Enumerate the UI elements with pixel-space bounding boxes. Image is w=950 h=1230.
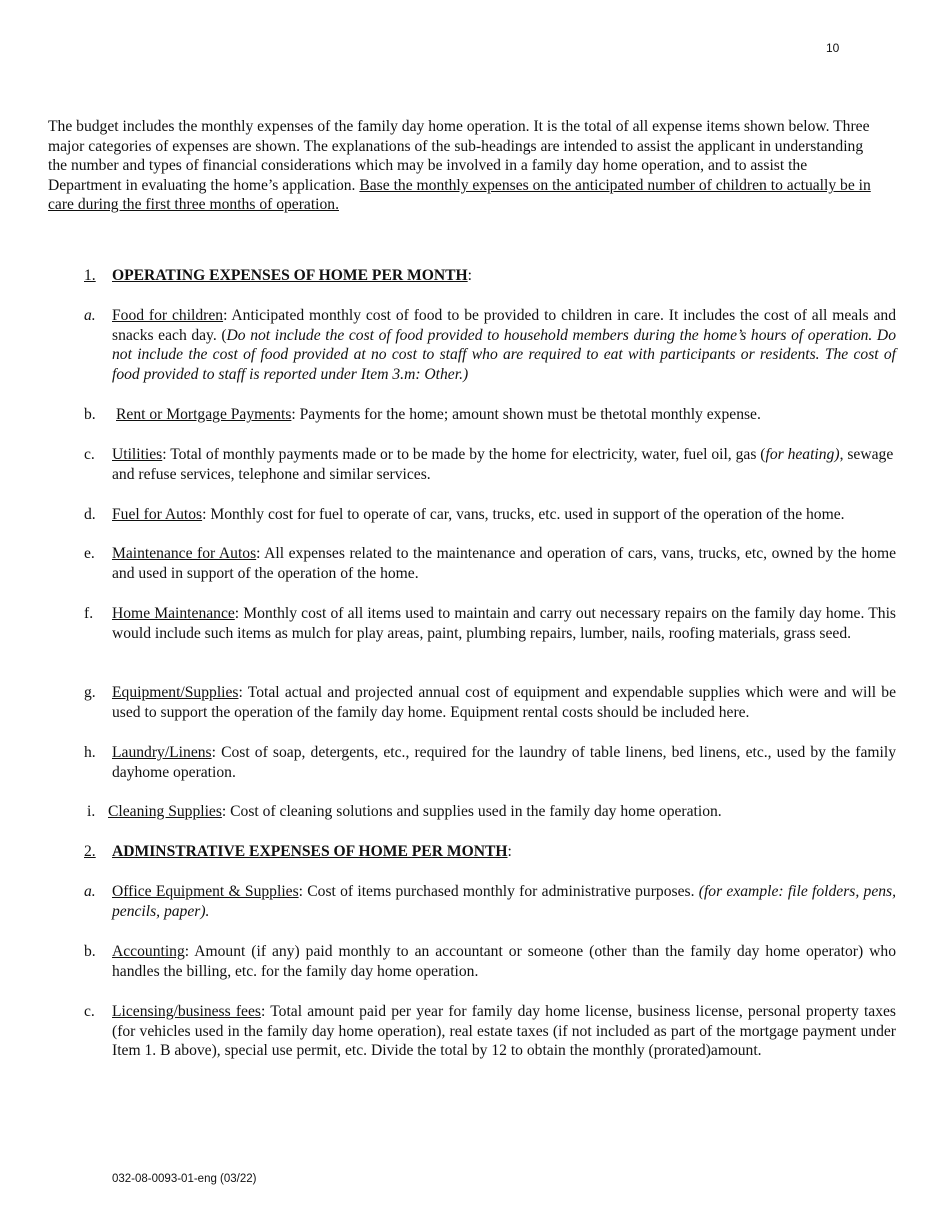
item-1e-label: Maintenance for Autos — [112, 545, 257, 562]
item-1d-letter: d. — [84, 506, 96, 523]
section-2-title: ADMINSTRATIVE EXPENSES OF HOME PER MONTH — [112, 843, 508, 860]
item-1e-body — [112, 544, 896, 583]
intro-paragraph — [48, 117, 878, 215]
item-2a-letter: a. — [84, 883, 96, 900]
item-1c-text2: , sewage and refuse services, telephone and similar services. — [112, 446, 894, 483]
item-2b-text: : Amount (if any) paid monthly to an accountant or someone (other than the family day home operator) who handles the billing, etc. for the family day home operation. — [112, 943, 896, 980]
item-1h-letter: h. — [84, 744, 96, 761]
form-number-footer: 032-08-0093-01-eng (03/22) — [112, 1173, 257, 1185]
item-1d-body — [112, 505, 896, 525]
item-1d-text: : Monthly cost for fuel to operate of car, vans, trucks, etc. used in support of the operation of the home. — [202, 506, 845, 523]
item-1i — [87, 802, 899, 822]
item-1d — [84, 505, 896, 525]
section-1-title: OPERATING EXPENSES OF HOME PER MONTH — [112, 267, 468, 284]
section-1-heading — [84, 266, 472, 286]
page-number: 10 — [826, 41, 840, 55]
item-2b — [84, 942, 896, 981]
item-2a-label: Office Equipment & Supplies — [112, 883, 299, 900]
item-2b-letter: b. — [84, 943, 96, 960]
item-1c-italic: for heating) — [765, 446, 840, 463]
item-1e-text: : All expenses related to the maintenance and operation of cars, vans, trucks, etc, owned by the home and used in support of the operation of the home. — [112, 545, 897, 582]
item-1a-letter: a. — [84, 307, 96, 324]
item-1i-body — [108, 802, 899, 822]
item-1f-text: : Monthly cost of all items used to maintain and carry out necessary repairs on the family day home. This would include such items as mulch for play areas, paint, plumbing repairs, lumber, nails, roofing materials, grass seed. — [112, 605, 896, 642]
section-2-number: 2. — [84, 843, 96, 860]
item-1h-label: Laundry/Linens — [112, 744, 212, 761]
item-1i-text: : Cost of cleaning solutions and supplies used in the family day home operation. — [221, 803, 722, 820]
item-1g-body — [112, 683, 896, 722]
item-2a-text: : Cost of items purchased monthly for administrative purposes. — [298, 883, 699, 900]
item-1c-label: Utilities — [112, 446, 163, 463]
item-1a-body — [112, 306, 896, 384]
item-1h-body — [112, 743, 896, 782]
item-2b-body — [112, 942, 896, 981]
item-1f-label: Home Maintenance — [112, 605, 235, 622]
intro-underlined-text: Base the monthly expenses on the anticipated number of children to actually be in care during the first three months of operation. — [48, 176, 871, 214]
item-1a-italic: Do not include the cost of food provided to household members during the home’s hours of operation. Do not include the cost of food provided at no cost to staff who are required to eat with participants or residents. The cost of food provided to staff is reported under Item 3.m: Other.) — [112, 326, 896, 383]
intro-text: The budget includes the monthly expenses of the family day home operation. It is the total of all expense items shown below. Three major categories of expenses are shown. The explanations of the sub-headings are intended to assist the applicant in understanding the number and types of financial considerations which may be involved in a family day home operation, and to assist the Department in evaluating the home’s application. — [48, 118, 870, 194]
item-1c-text: : Total of monthly payments made or to be made by the home for electricity, water, fuel oil, gas ( — [162, 446, 766, 463]
item-2a — [84, 882, 896, 921]
item-1e-letter: e. — [84, 545, 95, 562]
item-2b-label: Accounting — [112, 943, 185, 960]
section-2-heading — [84, 842, 512, 862]
item-1c-letter: c. — [84, 446, 95, 463]
item-2a-body — [112, 882, 896, 921]
item-1a-text: : Anticipated monthly cost of food to be provided to children in care. It includes the cost of all meals and snacks each day. ( — [112, 307, 896, 344]
item-1i-letter: i. — [87, 803, 96, 820]
item-1e — [84, 544, 896, 583]
item-1h — [84, 743, 896, 782]
item-2c-label: Licensing/business fees — [112, 1003, 261, 1020]
item-2c-text: : Total amount paid per year for family day home license, business license, personal property taxes (for vehicles used in the family day home operation), real estate taxes (if not included as part of the mortgage payment under Item 1. B above), special use permit, etc. Divide the total by 12 to obtain the monthly (prorated)amount. — [112, 1003, 896, 1060]
item-1c-body — [112, 445, 896, 484]
item-2c-letter: c. — [84, 1003, 95, 1020]
item-1f-body — [112, 604, 896, 643]
item-1d-label: Fuel for Autos — [112, 506, 203, 523]
section-1-colon: : — [467, 267, 472, 284]
item-1b-body — [116, 405, 896, 425]
section-2-colon: : — [507, 843, 512, 860]
item-1c — [84, 445, 896, 484]
item-1a — [84, 306, 896, 384]
item-2c — [84, 1002, 896, 1061]
item-1f-letter: f. — [84, 605, 94, 622]
item-1g — [84, 683, 896, 722]
item-1g-text: : Total actual and projected annual cost of equipment and expendable supplies which were and will be used to support the operation of the family day home. Equipment rental costs should be included here. — [112, 684, 896, 721]
item-1b-letter: b. — [84, 406, 96, 423]
item-1b-text: : Payments for the home; amount shown must be thetotal monthly expense. — [291, 406, 761, 423]
item-2a-italic: (for example: file folders, pens, pencils, paper). — [112, 883, 896, 920]
item-1i-label: Cleaning Supplies — [108, 803, 222, 820]
item-1g-letter: g. — [84, 684, 96, 701]
section-1-number: 1. — [84, 267, 96, 284]
item-1b — [84, 405, 896, 425]
item-1b-label: Rent or Mortgage Payments — [116, 406, 292, 423]
item-1h-text: : Cost of soap, detergents, etc., required for the laundry of table linens, bed linens, etc., used by the family dayhome operation. — [112, 744, 896, 781]
item-2c-body — [112, 1002, 896, 1061]
item-1g-label: Equipment/Supplies — [112, 684, 239, 701]
item-1f — [84, 604, 896, 643]
item-1a-label: Food for children — [112, 307, 224, 324]
